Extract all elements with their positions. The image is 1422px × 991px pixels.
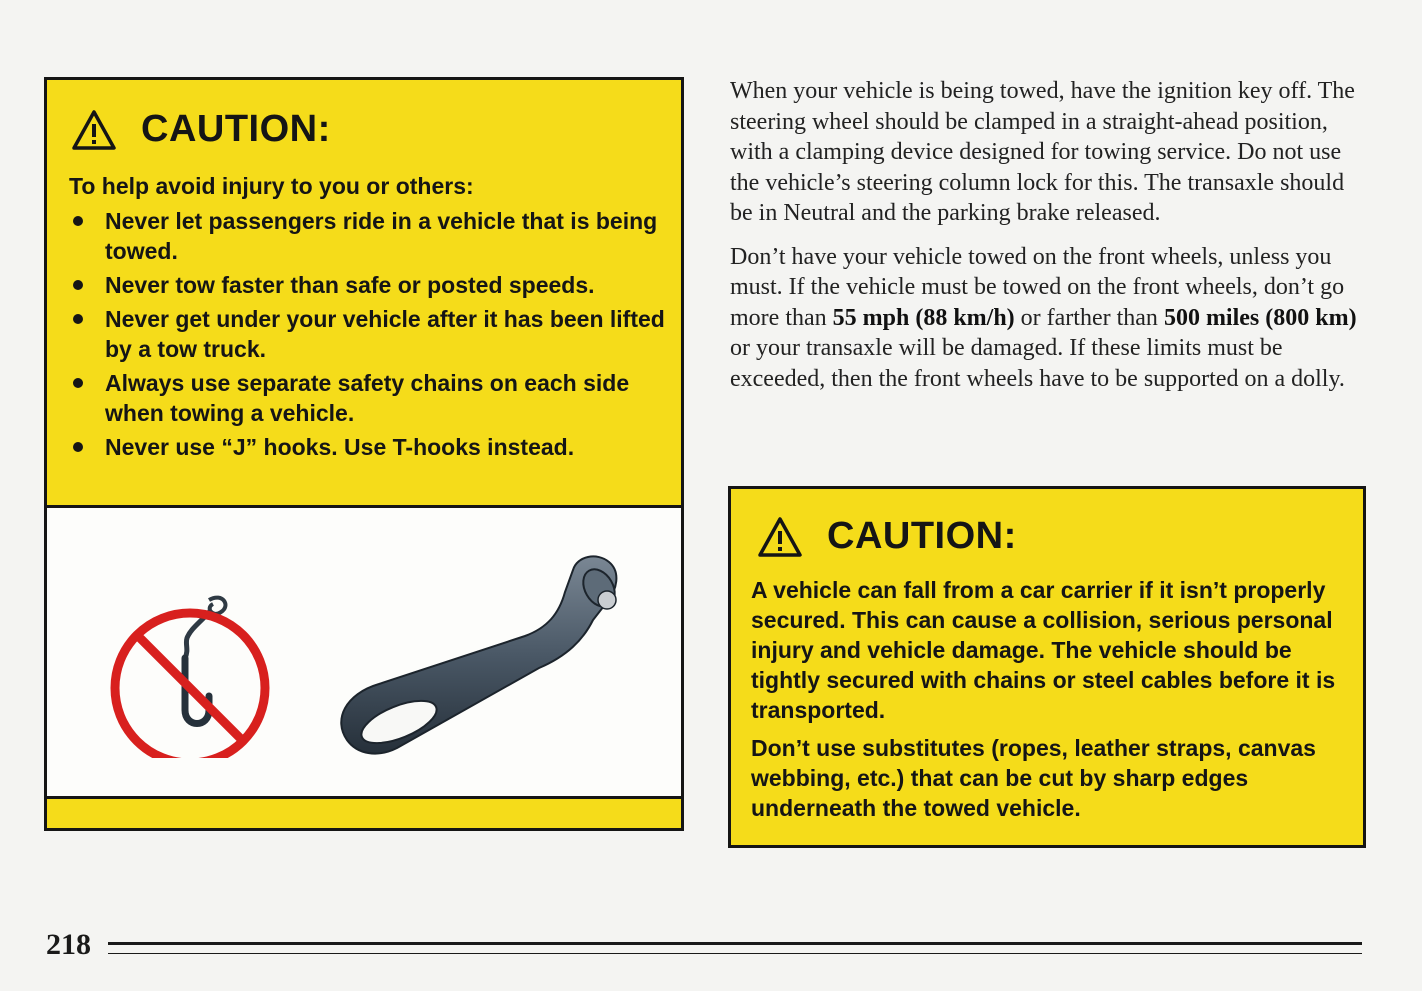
prohibited-j-hook-icon (105, 578, 275, 758)
footer-rule (108, 942, 1362, 954)
body-text-segment: Don’t have your vehicle towed on the front wheels, unless you must. If the vehicle must be towed on the front wheels, don’t go more than (730, 243, 1345, 331)
body-paragraph-1: When your vehicle is being towed, have the ignition key off. The steering wheel should be clamped in a straight-ahead position, with a clamping device designed for towing service. Do not use the vehicle’s steering column lock for this. The transaxle should be in Neutral and the parking brake released. (730, 78, 1355, 226)
t-hook-icon (327, 544, 627, 784)
caution-bullet: Never get under your vehicle after it has been lifted by a tow truck. (69, 304, 669, 364)
speed-limit-value: 55 mph (88 km/h) (832, 304, 1015, 331)
caution-box-left (44, 77, 684, 831)
caution-heading: CAUTION: (827, 515, 1017, 557)
caution-bullet: Always use separate safety chains on each side when towing a vehicle. (69, 368, 669, 428)
caution-box-right (728, 486, 1366, 848)
warning-triangle-icon (757, 516, 803, 558)
body-text-segment: or farther than (1014, 304, 1164, 331)
caution-bullet: Never use “J” hooks. Use T-hooks instead. (69, 432, 669, 462)
caution-paragraph-1: A vehicle can fall from a car carrier if it isn’t properly secured. This can cause a collision, serious personal injury and vehicle damage. The vehicle should be tightly secured with chains or steel cables before it is transported. (751, 577, 1336, 723)
caution-heading: CAUTION: (141, 108, 331, 150)
page-number: 218 (46, 928, 91, 961)
caution-header-left (71, 108, 331, 151)
hook-illustration-panel (47, 505, 681, 799)
caution-header-right (757, 515, 1017, 558)
distance-limit-value: 500 miles (800 km) (1163, 304, 1357, 331)
body-text-segment: or your transaxle will be damaged. If these limits must be exceeded, then the front wheels have to be supported on a dolly. (730, 335, 1345, 392)
body-paragraph-2 (730, 242, 1370, 395)
caution-bullet: Never let passengers ride in a vehicle that is being towed. (69, 206, 669, 266)
caution-paragraph-2: Don’t use substitutes (ropes, leather straps, canvas webbing, etc.) that can be cut by sharp edges underneath the towed vehicle. (751, 735, 1316, 821)
towing-instructions-text (730, 76, 1370, 407)
caution-bullet-list (69, 206, 669, 466)
caution-intro: To help avoid injury to you or others: (69, 173, 474, 199)
warning-triangle-icon (71, 109, 117, 151)
caution-body-right (751, 575, 1341, 831)
caution-bullet: Never tow faster than safe or posted speeds. (69, 270, 669, 300)
